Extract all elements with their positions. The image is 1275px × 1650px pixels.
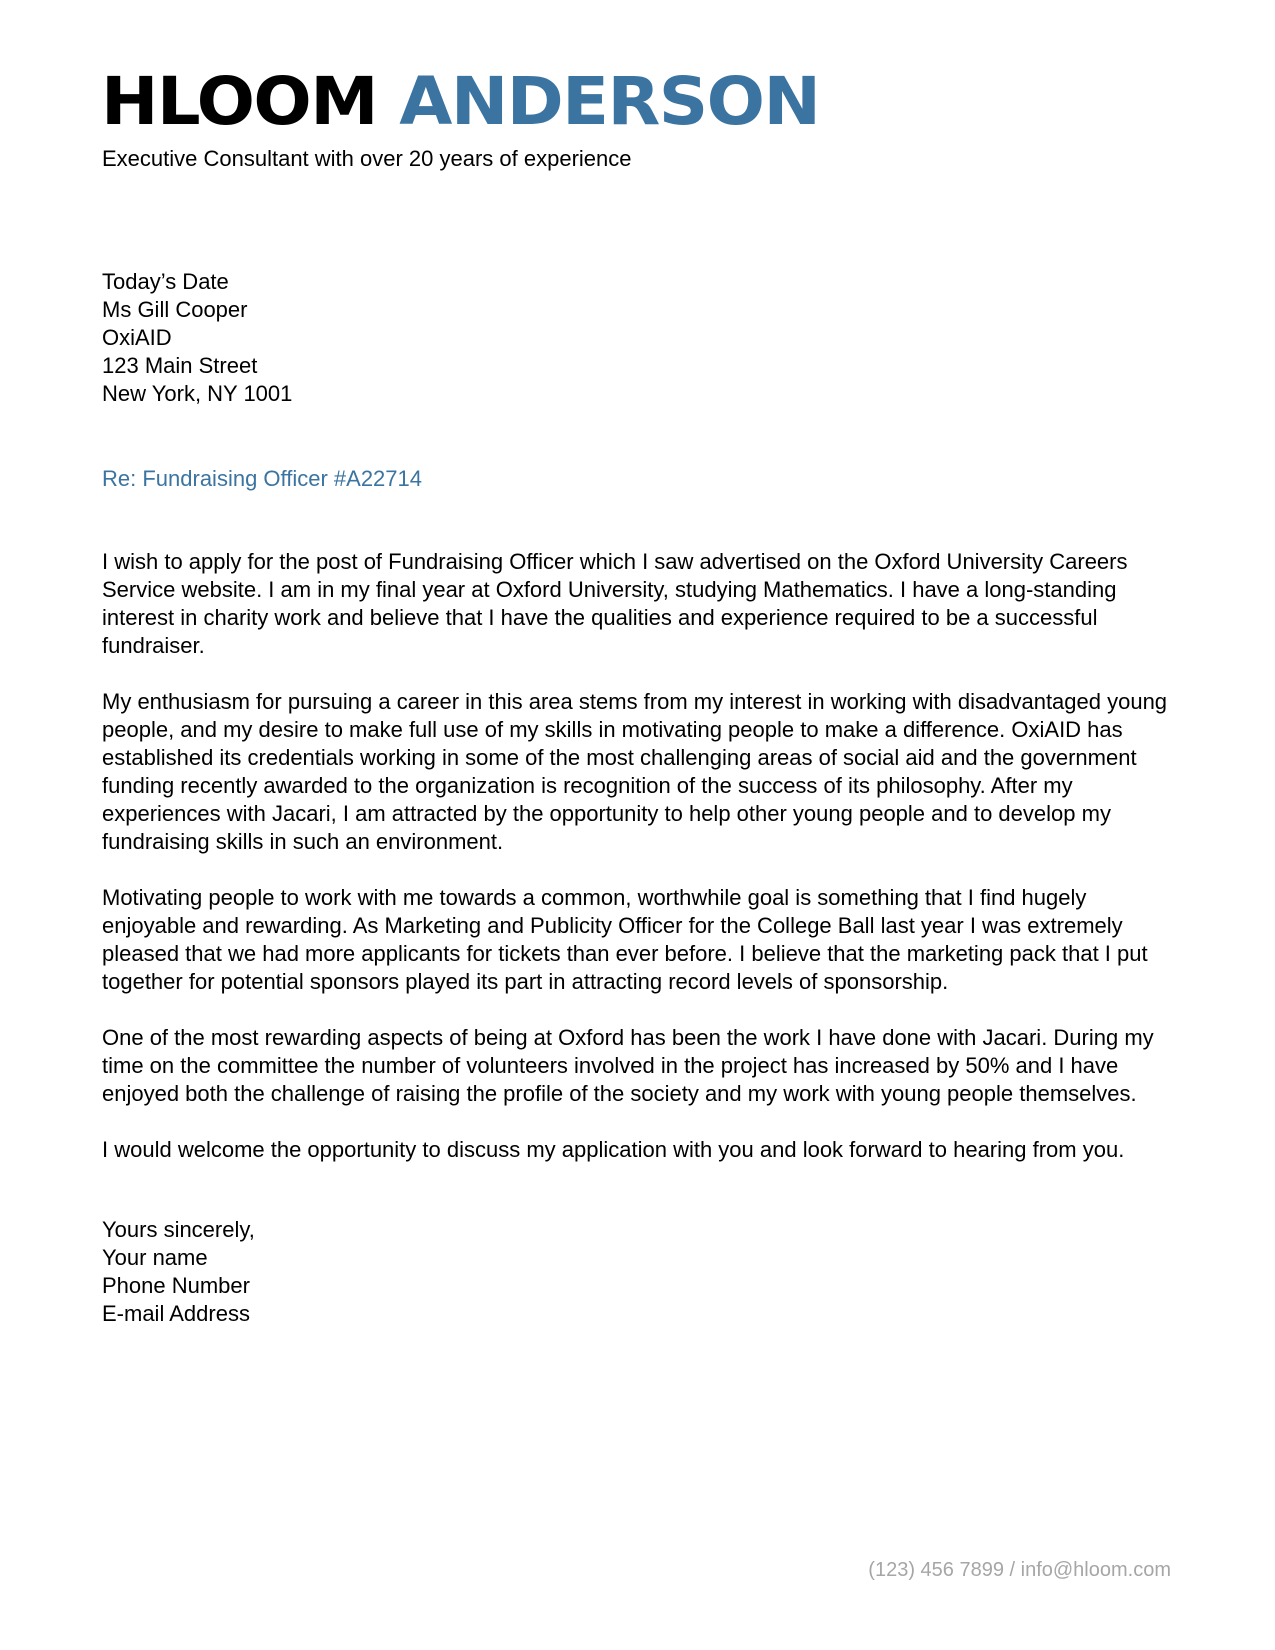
applicant-name [101,62,819,142]
signature-name: Your name [102,1245,208,1270]
body-paragraph-5: I would welcome the opportunity to discuss my application with you and look forward to hearing from you. [102,1137,1125,1162]
last-name: ANDERSON [399,63,820,140]
recipient-address-block [102,268,292,408]
recipient-street: 123 Main Street [102,353,258,378]
subject-line: Re: Fundraising Officer #A22714 [102,466,422,491]
body-paragraph-3: Motivating people to work with me towards a common, worthwhile goal is something that I find hugely enjoyable and rewarding. As Marketing and Publicity Officer for the College Ball last year I was extremely pleased that we had more applicants for tickets than ever before. I believe that the marketing pack that I put together for potential sponsors played its part in attracting record levels of sponsorship. [102,885,1148,994]
body-paragraph-4: One of the most rewarding aspects of being at Oxford has been the work I have done with Jacari. During my time on the committee the number of volunteers involved in the project has increased by 50% and I have enjoyed both the challenge of raising the profile of the society and my work with young people themselves. [102,1025,1154,1106]
recipient-company: OxiAID [102,325,172,350]
body-paragraph-1: I wish to apply for the post of Fundraising Officer which I saw advertised on the Oxford University Careers Service website. I am in my final year at Oxford University, studying Mathematics. I have a long-standing interest in charity work and believe that I have the qualities and experience required to be a successful fundraiser. [102,549,1128,658]
tagline: Executive Consultant with over 20 years of experience [102,146,632,171]
closing-salutation: Yours sincerely, [102,1217,255,1242]
signature-email: E-mail Address [102,1301,250,1326]
body-paragraph-2: My enthusiasm for pursuing a career in this area stems from my interest in working with disadvantaged young people, and my desire to make full use of my skills in motivating people to make a difference. OxiAID has established its credentials working in some of the most challenging areas of social aid and the government funding recently awarded to the organization is recognition of the success of its philosophy. After my experiences with Jacari, I am attracted by the opportunity to help other young people and to develop my fundraising skills in such an environment. [102,689,1168,854]
signature-phone: Phone Number [102,1273,250,1298]
recipient-name: Ms Gill Cooper [102,297,248,322]
closing-block [102,1216,255,1328]
first-name: HLOOM [101,63,377,140]
recipient-city: New York, NY 1001 [102,381,293,406]
footer-contact: (123) 456 7899 / info@hloom.com [868,1559,1171,1581]
letter-body [102,548,1180,1192]
letter-date: Today’s Date [102,269,229,294]
